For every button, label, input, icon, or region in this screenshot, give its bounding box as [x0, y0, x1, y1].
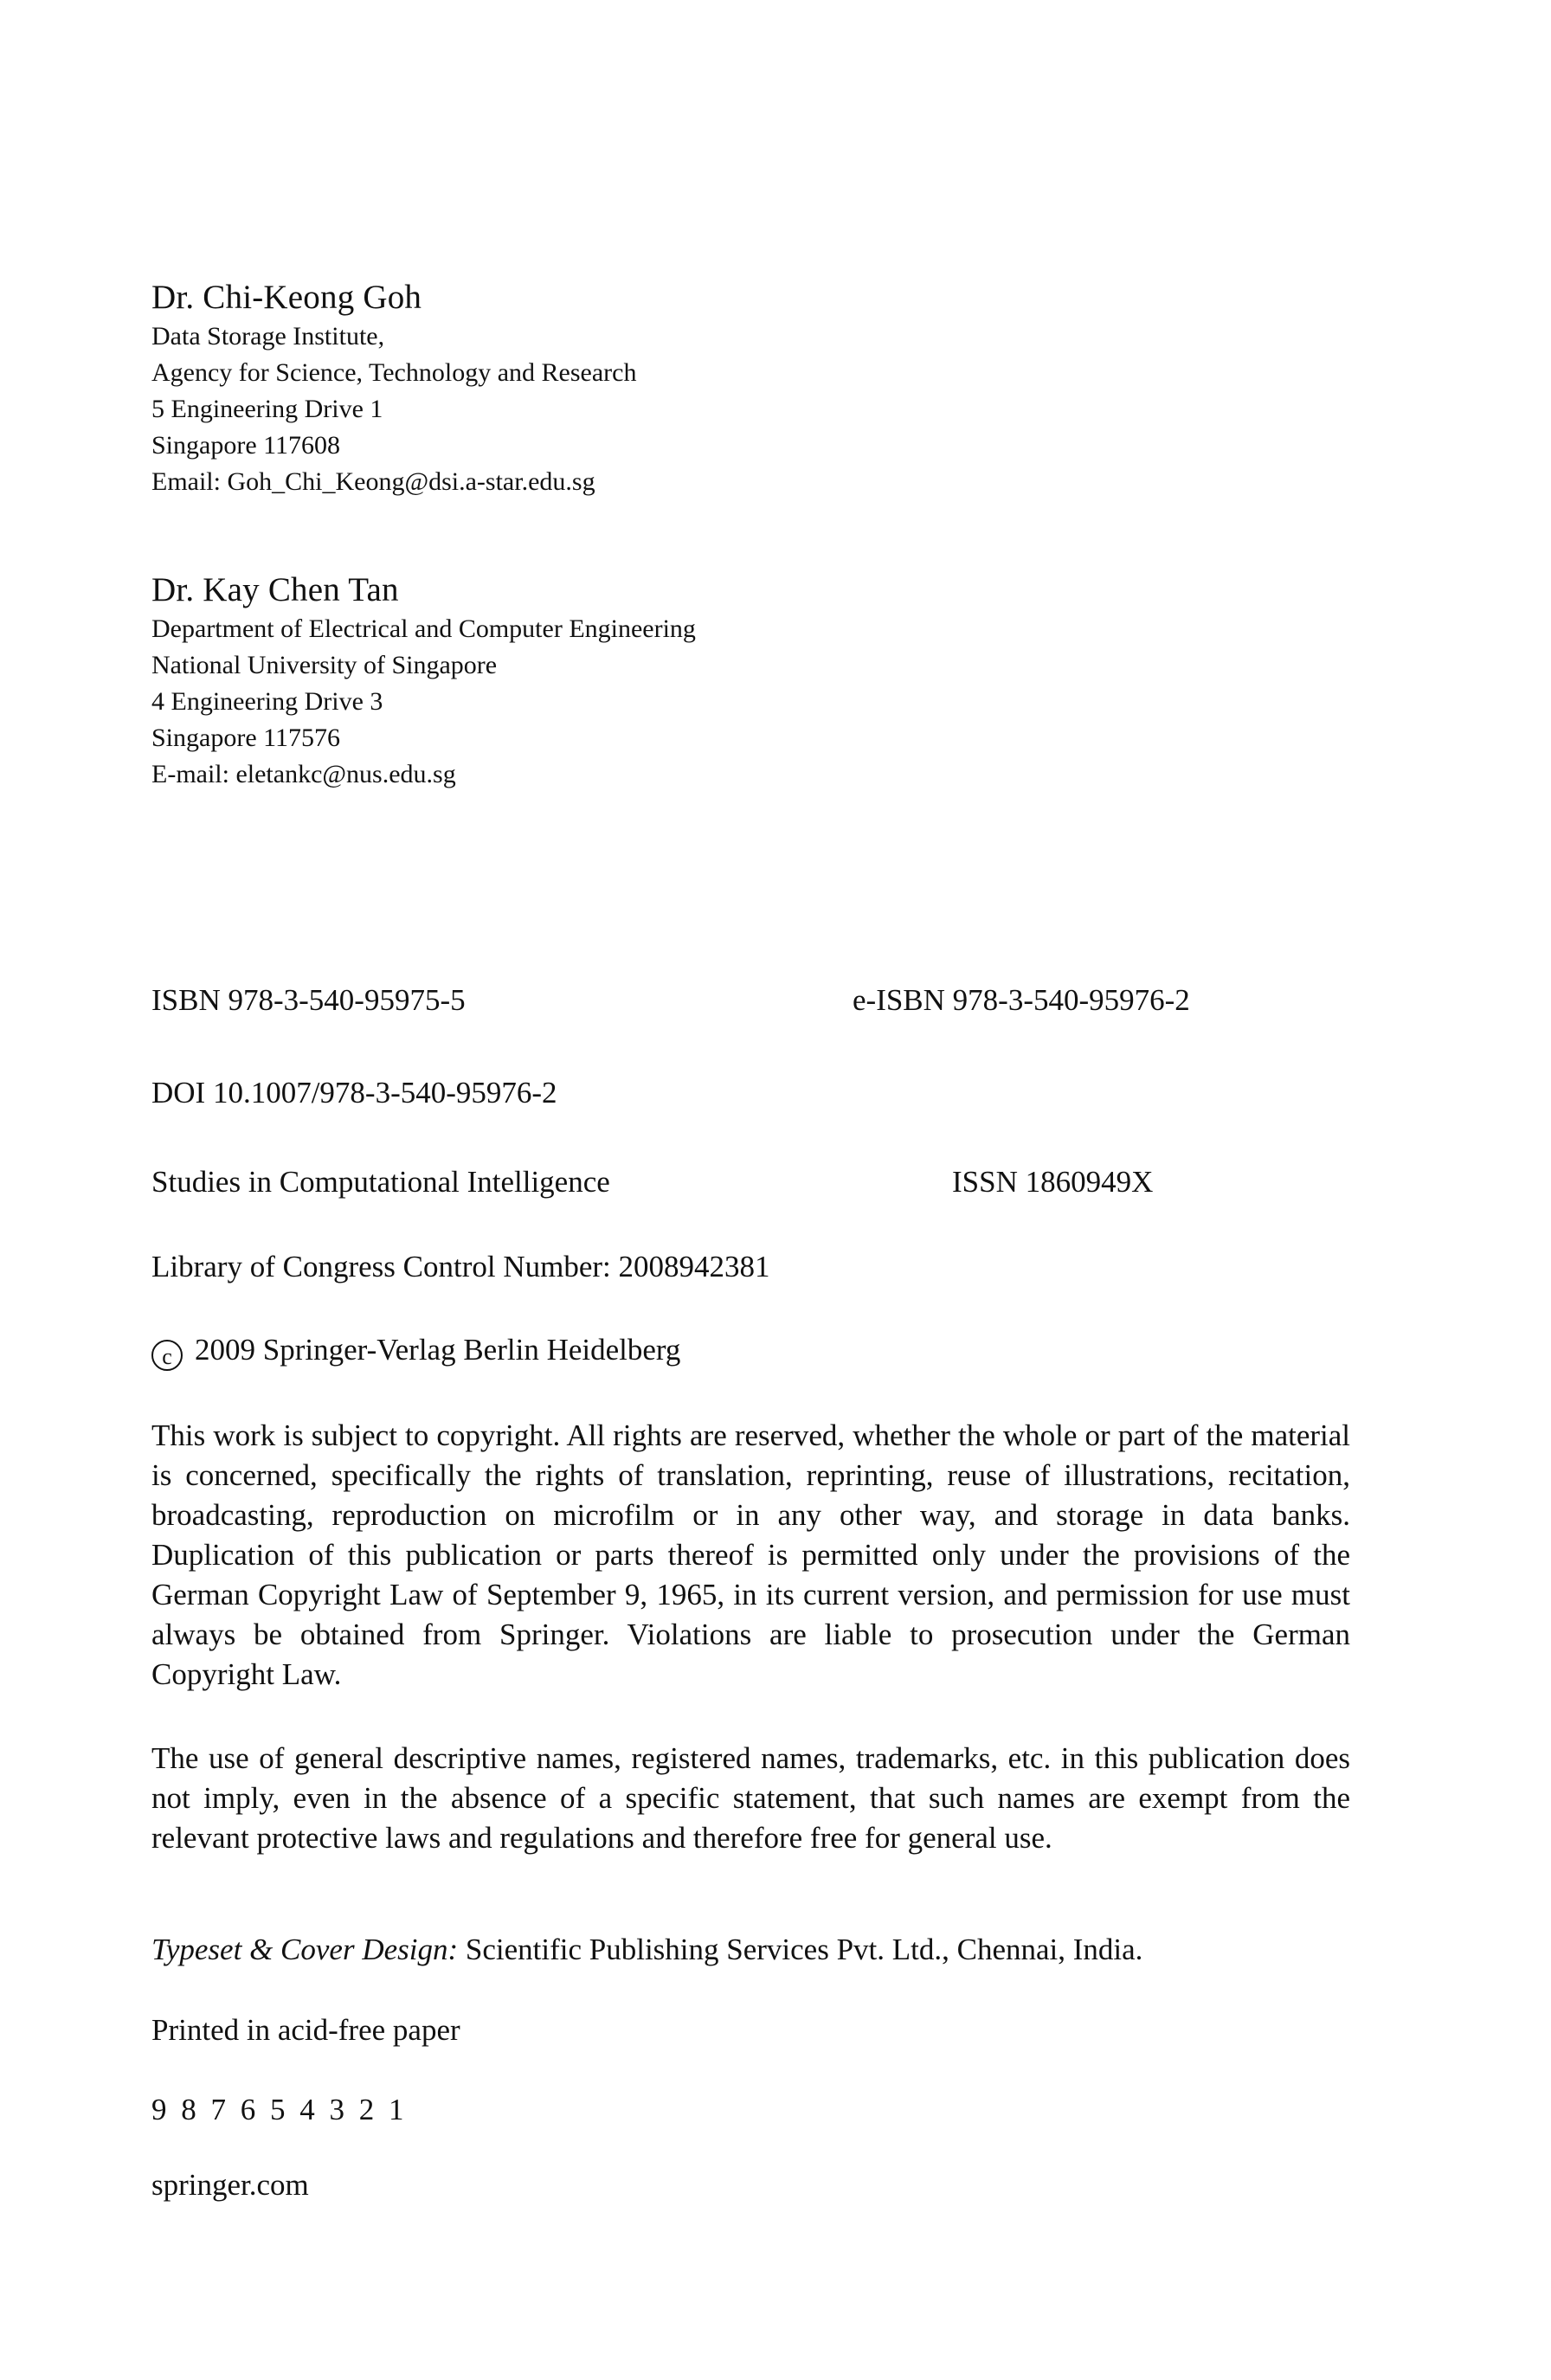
series-row — [151, 1162, 1350, 1202]
author-block-tan — [151, 569, 1104, 793]
author-affiliation: Data Storage Institute, — [151, 322, 385, 351]
author-city: Singapore 117608 — [151, 431, 341, 460]
lccn: Library of Congress Control Number: 2008942381 — [151, 1250, 770, 1283]
author-university: National University of Singapore — [151, 651, 498, 679]
author-agency: Agency for Science, Technology and Research — [151, 358, 637, 387]
author-name: Dr. Kay Chen Tan — [151, 571, 399, 608]
author-name: Dr. Chi-Keong Goh — [151, 279, 422, 316]
eisbn: e-ISBN 978-3-540-95976-2 — [853, 983, 1190, 1017]
rights-paragraph: This work is subject to copyright. All rights are reserved, whether the whole or part of the material is concerned, specifically the rights of translation, reprinting, reuse of illustrations, recitation, broadcasting, reproduction on microfilm or in any other way, and storage in data banks. Duplication of this publication or parts thereof is permitted only under the provisions of the German Copyright Law of September 9, 1965, in its current version, and permission for use must always be obtained from Springer. Violations are liable to prosecution under the German Copyright Law. — [151, 1418, 1350, 1691]
copyright-line — [151, 1330, 1350, 1371]
typeset-value: Scientific Publishing Services Pvt. Ltd., Chennai, India. — [465, 1933, 1143, 1966]
author-email: E-mail: eletankc@nus.edu.sg — [151, 760, 456, 788]
author-department: Department of Electrical and Computer Engineering — [151, 614, 696, 643]
printing-numbers: 9 8 7 6 5 4 3 2 1 — [151, 2093, 408, 2126]
doi: DOI 10.1007/978-3-540-95976-2 — [151, 1076, 557, 1110]
publisher-website: springer.com — [151, 2168, 309, 2202]
issn: ISSN 1860949X — [952, 1165, 1154, 1199]
author-block-goh — [151, 277, 1104, 500]
copyright-holder: 2009 Springer-Verlag Berlin Heidelberg — [195, 1333, 681, 1367]
author-city: Singapore 117576 — [151, 724, 341, 752]
author-email: Email: Goh_Chi_Keong@dsi.a-star.edu.sg — [151, 467, 595, 496]
isbn-row — [151, 981, 1350, 1020]
typeset-label: Typeset & Cover Design: — [151, 1933, 459, 1966]
printed-note: Printed in acid-free paper — [151, 2013, 460, 2047]
names-paragraph: The use of general descriptive names, registered names, trademarks, etc. in this publication does not imply, even in the absence of a specific statement, that such names are exempt from the relevant protective laws and regulations and therefore free for general use. — [151, 1741, 1350, 1855]
typeset-line — [151, 1930, 1350, 1970]
isbn: ISBN 978-3-540-95975-5 — [151, 983, 466, 1017]
author-street: 4 Engineering Drive 3 — [151, 687, 383, 716]
author-street: 5 Engineering Drive 1 — [151, 395, 383, 423]
series-title: Studies in Computational Intelligence — [151, 1165, 610, 1199]
copyright-icon: c — [151, 1340, 183, 1371]
